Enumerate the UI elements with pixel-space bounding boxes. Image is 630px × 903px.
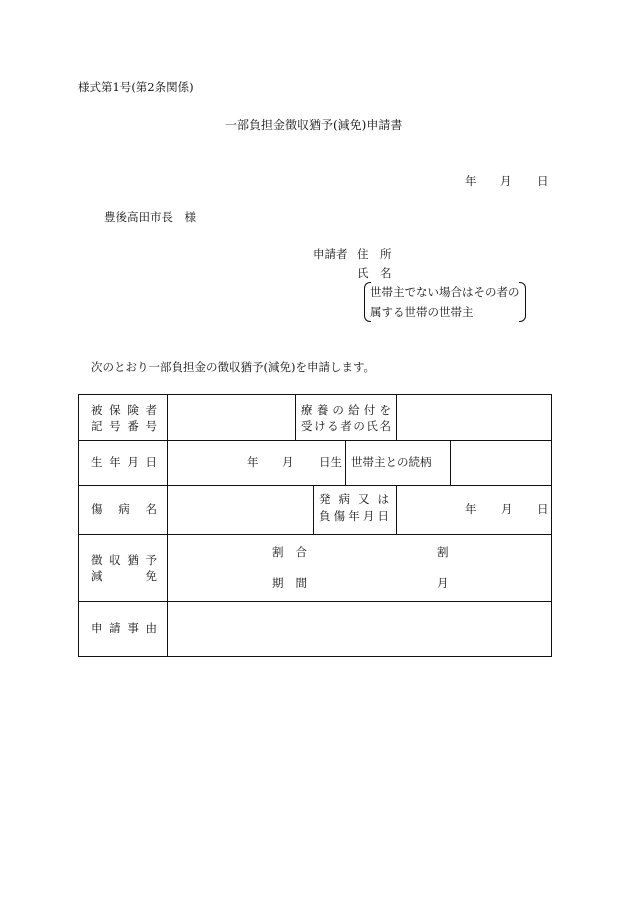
document-title: 一部負担金徴収猶予(減免)申請書 xyxy=(225,118,403,132)
ratio-label: 割 合 xyxy=(272,545,307,559)
receiver-label-line2: 受 け る 者 の 氏 名 xyxy=(301,419,391,433)
col-divider xyxy=(295,395,296,440)
relationship-label: 世帯主との続柄 xyxy=(351,455,432,469)
col-divider xyxy=(345,440,346,485)
birth-month: 月 xyxy=(282,455,294,469)
onset-day: 日 xyxy=(537,502,549,516)
application-form-table xyxy=(78,394,552,657)
col-divider xyxy=(396,485,397,534)
col-divider xyxy=(396,395,397,440)
householder-note-line2: 属する世帯の世帯主 xyxy=(370,305,474,319)
insured-label-line2: 記 号 番 号 xyxy=(91,419,157,433)
col-divider xyxy=(450,440,451,485)
label-column-divider xyxy=(167,395,168,656)
collection-type-label-line2: 減 免 xyxy=(91,569,157,583)
onset-label-line2: 負 傷 年 月 日 xyxy=(319,509,389,523)
insured-label-line1: 被 保 険 者 xyxy=(91,403,157,417)
col-divider xyxy=(313,485,314,534)
date-day: 日 xyxy=(537,174,549,188)
row-divider xyxy=(79,534,551,535)
addressee: 豊後高田市長 様 xyxy=(104,210,196,224)
insured-number-field[interactable] xyxy=(169,396,294,439)
onset-label-line1: 発 病 又 は xyxy=(319,492,389,506)
householder-note xyxy=(364,282,526,322)
ratio-unit: 割 xyxy=(437,545,449,559)
reason-field[interactable] xyxy=(169,602,550,656)
intro-sentence: 次のとおり一部負担金の徴収猶予(減免)を申請します。 xyxy=(91,360,376,374)
birth-date-label: 生 年 月 日 xyxy=(91,455,157,469)
applicant-address-label: 住 所 xyxy=(357,247,392,261)
receiver-label-line1: 療 養 の 給 付 を xyxy=(301,403,391,417)
period-unit: 月 xyxy=(437,576,449,590)
date-month: 月 xyxy=(500,174,512,188)
householder-note-line1: 世帯主でない場合はその者の xyxy=(370,285,520,299)
right-bracket xyxy=(519,282,526,322)
onset-year: 年 xyxy=(465,502,477,516)
birth-day-suffix: 日生 xyxy=(319,455,342,469)
form-number: 様式第1号(第2条関係) xyxy=(78,80,194,94)
applicant-label: 申請者 xyxy=(313,247,348,261)
period-label: 期 間 xyxy=(272,576,307,590)
disease-name-field[interactable] xyxy=(169,486,312,533)
applicant-name-label: 氏 名 xyxy=(357,266,392,280)
disease-label: 傷 病 名 xyxy=(91,502,157,516)
reason-label: 申 請 事 由 xyxy=(91,621,157,635)
relationship-field[interactable] xyxy=(452,441,550,484)
onset-month: 月 xyxy=(501,502,513,516)
birth-year: 年 xyxy=(247,455,259,469)
collection-type-label-line1: 徴 収 猶 予 xyxy=(91,553,157,567)
row-divider xyxy=(79,485,551,486)
date-year: 年 xyxy=(465,174,477,188)
receiver-name-field[interactable] xyxy=(398,396,550,439)
